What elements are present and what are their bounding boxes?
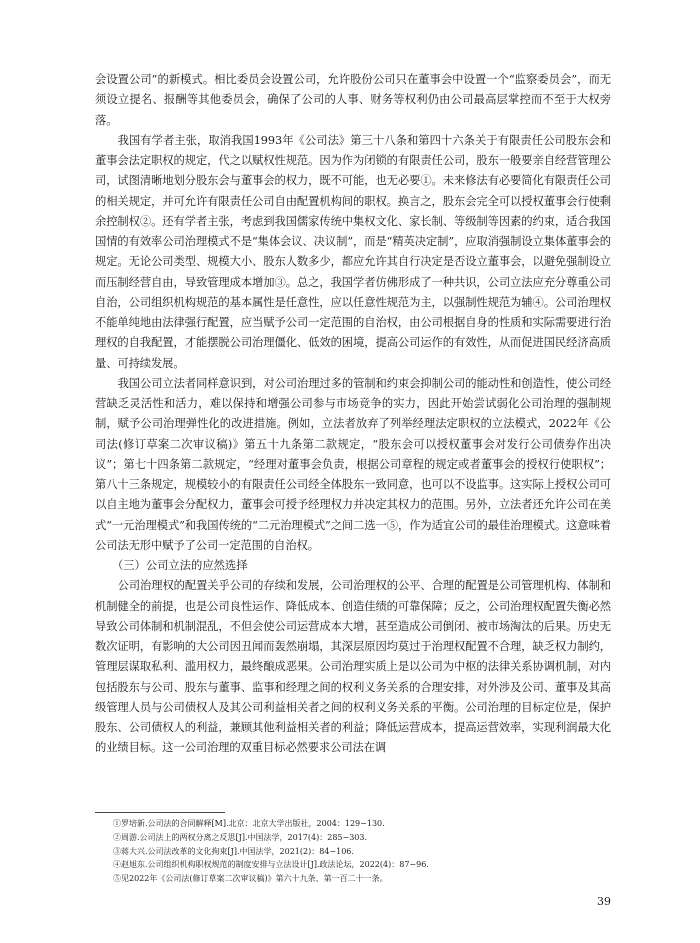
- footnote-4: ④赵旭东.公司组织机构职权规范的制度安排与立法设计[J].政法论坛，2022(4)：87−96.: [113, 860, 429, 870]
- paragraph-scholars-views: 我国有学者主张，取消我国1993年《公司法》第三十八条和第四十六条关于有限责任公司股东会和董事会法定职权的规定，代之以赋权性规范。因为作为闭锁的有限责任公司，股东一般要亲自经营管理公司，试图清晰地划分股东会与董事会的权力，既不可能，也无必要①。未来修法有必要简化有限责任公司的相关规定，并可允许有限责任公司自由配置机构间的职权。换言之，股东会完全可以授权董事会行使剩余控制权②。还有学者主张，考虑到我国儒家传统中集权文化、家长制、等级制等因素的约束，适合我国国情的有效率公司治理模式不是“集体会议、决议制”，而是“精英决定制”，应取消强制设立集体董事会的规定。无论公司类型、规模大小、股东人数多少，都应允许其自行决定是否设立董事会，以避免强制设立而压制经营自由，导致管理成本增加③。总之，我国学者仿佛形成了一种共识，公司立法应充分尊重公司自治，公司组织机构规范的基本属性是任意性，应以任意性规范为主，以强制性规范为辅④。公司治理权不能单纯地由法律强行配置，应当赋予公司一定范围的自治权，由公司根据自身的性质和实际需要进行治理权的自我配置，才能摆脱公司治理僵化、低效的困境，提高公司运作的有效性，从而促进国民经济高质量、可持续发展。: [95, 133, 611, 370]
- footnote-1: ①罗培新.公司法的合同解释[M].北京：北京大学出版社，2004：129−130.: [113, 819, 385, 828]
- footnote-divider: [95, 812, 225, 813]
- section-heading: （三）公司立法的应然选择: [111, 559, 248, 572]
- paragraph-continuation: 会设置公司”的新模式。相比委员会设置公司，允许股份公司只在董事会中设置一个“监察委员会”，而无须设立提名、报酬等其他委员会，确保了公司的人事、财务等权利仍由公司最高层掌控而不至于大权旁落。: [95, 73, 611, 127]
- footnote-3: ③蒋大兴.公司法改革的文化拘束[J].中国法学，2021(2)：84−106.: [113, 846, 354, 856]
- footnote-2: ②周游.公司法上的两权分离之反思[J].中国法学，2017(4)：285−303.: [113, 832, 368, 842]
- page-body: [95, 70, 611, 759]
- paragraph-legislators: 我国公司立法者同样意识到，对公司治理过多的管制和约束会抑制公司的能动性和创造性，使公司经营缺乏灵活性和活力，难以保持和增强公司参与市场竞争的实力，因此开始尝试弱化公司治理的强制规制，赋予公司治理弹性化的改进措施。例如，立法者放弃了列举经理法定职权的立法模式，2022年《公司法(修订草案二次审议稿)》第五十九条第二款规定，“股东会可以授权董事会对发行公司债券作出决议”；第七十四条第二款规定，“经理对董事会负责，根据公司章程的规定或者董事会的授权行使职权”；第八十三条规定，规模较小的有限责任公司经全体股东一致同意，也可以不设监事。这实际上授权公司可以自主地为董事会分配权力，董事会可授予经理权力并决定其权力的范围。另外，立法者还允许公司在美式“一元治理模式”和我国传统的“二元治理模式”之间二选一⑤，作为适宜公司的最佳治理模式。这意味着公司法无形中赋予了公司一定范围的自治权。: [95, 376, 611, 552]
- footnote-5: ⑤见2022年《公司法(修订草案二次审议稿)》第六十九条、第一百二十一条。: [113, 874, 388, 884]
- footnotes: [95, 812, 611, 886]
- paragraph-governance: 公司治理权的配置关乎公司的存续和发展，公司治理权的公平、合理的配置是公司管理机构、体制和机制健全的前提，也是公司良性运作、降低成本、创造佳绩的可靠保障；反之，公司治理权配置失衡必然导致公司体制和机制混乱，不但会使公司运营成本大增，甚至造成公司倒闭、被市场淘汰的后果。历史无数次证明，有影响的大公司因丑闻而轰然崩塌，其深层原因均莫过于治理权配置不合理，缺乏权力制约，管理层谋取私利、滥用权力，最终酿成恶果。公司治理实质上是以公司为中枢的法律关系协调机制，对内包括股东与公司、股东与董事、监事和经理之间的权利义务关系的合理安排，对外涉及公司、董事及其高级管理人员与公司债权人及其公司利益相关者之间的权利义务关系的平衡。公司治理的目标定位是，保护股东、公司债权人的利益，兼顾其他利益相关者的利益；降低运营成本，提高运营效率，实现利润最大化的业绩目标。这一公司治理的双重目标必然要求公司法在调: [95, 579, 611, 755]
- page-number: 39: [597, 895, 611, 908]
